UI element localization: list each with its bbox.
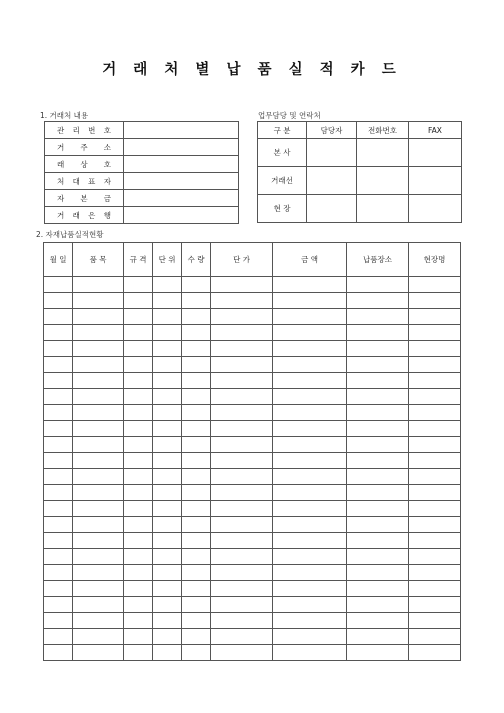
table-cell[interactable] <box>124 533 153 549</box>
contact-header-phone: 전화번호 <box>357 122 409 139</box>
table-cell[interactable] <box>273 645 347 661</box>
table-cell[interactable] <box>347 501 409 517</box>
site-fax-cell[interactable] <box>409 195 462 223</box>
table-cell[interactable] <box>409 309 461 325</box>
table-cell[interactable] <box>73 325 124 341</box>
table-cell[interactable] <box>409 373 461 389</box>
contact-table <box>257 121 462 223</box>
table-cell[interactable] <box>182 517 211 533</box>
table-row <box>44 629 461 645</box>
contact-header-person: 담당자 <box>307 122 357 139</box>
table-cell[interactable] <box>273 565 347 581</box>
table-row <box>44 549 461 565</box>
table-cell[interactable] <box>347 277 409 293</box>
table-cell[interactable] <box>73 565 124 581</box>
bank-field[interactable] <box>124 207 239 224</box>
table-cell[interactable] <box>273 373 347 389</box>
table-cell[interactable] <box>273 293 347 309</box>
table-cell[interactable] <box>124 469 153 485</box>
table-cell[interactable] <box>124 485 153 501</box>
table-cell[interactable] <box>153 645 182 661</box>
label-representative: 처 대 표 자 <box>45 173 124 190</box>
table-cell[interactable] <box>273 629 347 645</box>
table-cell[interactable] <box>409 469 461 485</box>
table-cell[interactable] <box>73 389 124 405</box>
contact-row-partner: 거래선 <box>258 167 307 195</box>
table-cell[interactable] <box>73 533 124 549</box>
table-cell[interactable] <box>182 613 211 629</box>
table-cell[interactable] <box>347 325 409 341</box>
address-field[interactable] <box>124 139 239 156</box>
table-row <box>44 293 461 309</box>
table-cell[interactable] <box>44 309 73 325</box>
table-cell[interactable] <box>347 421 409 437</box>
table-row <box>44 405 461 421</box>
table-cell[interactable] <box>73 309 124 325</box>
table-cell[interactable] <box>211 533 273 549</box>
table-cell[interactable] <box>153 565 182 581</box>
table-cell[interactable] <box>124 405 153 421</box>
table-cell[interactable] <box>409 501 461 517</box>
header-item: 품 목 <box>73 243 124 277</box>
table-cell[interactable] <box>273 613 347 629</box>
table-cell[interactable] <box>347 309 409 325</box>
table-cell[interactable] <box>124 453 153 469</box>
table-cell[interactable] <box>124 421 153 437</box>
contact-header-fax: FAX <box>409 122 462 139</box>
table-cell[interactable] <box>73 341 124 357</box>
table-cell[interactable] <box>44 485 73 501</box>
table-cell[interactable] <box>347 645 409 661</box>
table-cell[interactable] <box>153 533 182 549</box>
table-cell[interactable] <box>347 517 409 533</box>
table-cell[interactable] <box>153 581 182 597</box>
table-cell[interactable] <box>73 549 124 565</box>
table-cell[interactable] <box>409 565 461 581</box>
header-quantity: 수 량 <box>182 243 211 277</box>
table-cell[interactable] <box>182 645 211 661</box>
table-cell[interactable] <box>153 549 182 565</box>
table-cell[interactable] <box>73 629 124 645</box>
table-cell[interactable] <box>409 581 461 597</box>
table-cell[interactable] <box>73 485 124 501</box>
table-cell[interactable] <box>44 277 73 293</box>
table-cell[interactable] <box>124 277 153 293</box>
table-cell[interactable] <box>124 597 153 613</box>
table-cell[interactable] <box>124 549 153 565</box>
table-cell[interactable] <box>182 277 211 293</box>
capital-field[interactable] <box>124 190 239 207</box>
table-cell[interactable] <box>409 389 461 405</box>
table-cell[interactable] <box>347 485 409 501</box>
table-cell[interactable] <box>182 341 211 357</box>
table-cell[interactable] <box>211 293 273 309</box>
table-cell[interactable] <box>44 389 73 405</box>
table-cell[interactable] <box>44 373 73 389</box>
label-company-name: 래 상 호 <box>45 156 124 173</box>
table-row <box>44 597 461 613</box>
representative-field[interactable] <box>124 173 239 190</box>
table-row <box>44 517 461 533</box>
table-cell[interactable] <box>124 517 153 533</box>
table-cell[interactable] <box>273 389 347 405</box>
table-cell[interactable] <box>153 325 182 341</box>
table-cell[interactable] <box>347 453 409 469</box>
table-row <box>44 581 461 597</box>
table-cell[interactable] <box>182 469 211 485</box>
headoffice-person-cell[interactable] <box>307 139 357 167</box>
table-cell[interactable] <box>347 597 409 613</box>
header-unit: 단 위 <box>153 243 182 277</box>
table-cell[interactable] <box>153 293 182 309</box>
table-cell[interactable] <box>44 565 73 581</box>
table-cell[interactable] <box>211 325 273 341</box>
header-unit-price: 단 가 <box>211 243 273 277</box>
table-cell[interactable] <box>44 501 73 517</box>
table-cell[interactable] <box>409 357 461 373</box>
table-cell[interactable] <box>44 549 73 565</box>
table-cell[interactable] <box>211 405 273 421</box>
table-cell[interactable] <box>347 549 409 565</box>
table-cell[interactable] <box>211 341 273 357</box>
table-cell[interactable] <box>73 613 124 629</box>
table-cell[interactable] <box>153 309 182 325</box>
table-cell[interactable] <box>347 293 409 309</box>
table-row <box>44 357 461 373</box>
table-cell[interactable] <box>409 437 461 453</box>
table-cell[interactable] <box>124 629 153 645</box>
table-cell[interactable] <box>273 405 347 421</box>
table-cell[interactable] <box>73 421 124 437</box>
table-cell[interactable] <box>73 453 124 469</box>
table-cell[interactable] <box>211 581 273 597</box>
table-cell[interactable] <box>124 613 153 629</box>
table-cell[interactable] <box>124 565 153 581</box>
partner-info-table <box>44 121 239 224</box>
table-cell[interactable] <box>409 517 461 533</box>
table-cell[interactable] <box>44 325 73 341</box>
label-management-number: 관 리 번 호 <box>45 122 124 139</box>
table-cell[interactable] <box>153 405 182 421</box>
table-cell[interactable] <box>273 597 347 613</box>
table-cell[interactable] <box>409 549 461 565</box>
table-row <box>44 501 461 517</box>
header-delivery-place: 납품장소 <box>347 243 409 277</box>
table-cell[interactable] <box>153 437 182 453</box>
table-cell[interactable] <box>409 597 461 613</box>
table-cell[interactable] <box>124 645 153 661</box>
table-cell[interactable] <box>347 469 409 485</box>
table-cell[interactable] <box>211 437 273 453</box>
table-cell[interactable] <box>44 405 73 421</box>
table-cell[interactable] <box>211 501 273 517</box>
table-cell[interactable] <box>211 485 273 501</box>
table-cell[interactable] <box>124 293 153 309</box>
table-cell[interactable] <box>347 613 409 629</box>
contact-row-headoffice: 본 사 <box>258 139 307 167</box>
table-cell[interactable] <box>73 277 124 293</box>
header-site-name: 현장명 <box>409 243 461 277</box>
table-cell[interactable] <box>273 437 347 453</box>
table-cell[interactable] <box>211 613 273 629</box>
table-cell[interactable] <box>182 453 211 469</box>
table-row <box>44 373 461 389</box>
table-cell[interactable] <box>124 389 153 405</box>
table-cell[interactable] <box>347 341 409 357</box>
table-cell[interactable] <box>273 357 347 373</box>
headoffice-fax-cell[interactable] <box>409 139 462 167</box>
table-row <box>44 645 461 661</box>
contact-row-site: 현 장 <box>258 195 307 223</box>
table-cell[interactable] <box>273 277 347 293</box>
table-cell[interactable] <box>182 533 211 549</box>
table-cell[interactable] <box>409 645 461 661</box>
company-name-field[interactable] <box>124 156 239 173</box>
table-cell[interactable] <box>182 357 211 373</box>
table-cell[interactable] <box>44 597 73 613</box>
table-cell[interactable] <box>409 613 461 629</box>
table-cell[interactable] <box>153 517 182 533</box>
table-cell[interactable] <box>124 437 153 453</box>
table-cell[interactable] <box>211 453 273 469</box>
table-cell[interactable] <box>44 581 73 597</box>
table-cell[interactable] <box>347 357 409 373</box>
table-cell[interactable] <box>347 565 409 581</box>
table-cell[interactable] <box>73 405 124 421</box>
table-cell[interactable] <box>182 325 211 341</box>
table-cell[interactable] <box>409 453 461 469</box>
table-row <box>44 485 461 501</box>
header-amount: 금 액 <box>273 243 347 277</box>
table-cell[interactable] <box>182 501 211 517</box>
table-cell[interactable] <box>153 597 182 613</box>
table-cell[interactable] <box>409 277 461 293</box>
table-cell[interactable] <box>347 629 409 645</box>
table-cell[interactable] <box>44 613 73 629</box>
table-cell[interactable] <box>44 629 73 645</box>
table-cell[interactable] <box>124 341 153 357</box>
table-cell[interactable] <box>211 597 273 613</box>
table-cell[interactable] <box>273 421 347 437</box>
table-cell[interactable] <box>182 629 211 645</box>
table-cell[interactable] <box>44 293 73 309</box>
table-cell[interactable] <box>124 373 153 389</box>
contact-header-category: 구 분 <box>258 122 307 139</box>
table-cell[interactable] <box>211 373 273 389</box>
table-cell[interactable] <box>124 581 153 597</box>
table-cell[interactable] <box>182 485 211 501</box>
table-cell[interactable] <box>409 405 461 421</box>
table-row <box>44 453 461 469</box>
table-cell[interactable] <box>153 613 182 629</box>
table-row <box>44 421 461 437</box>
table-cell[interactable] <box>409 629 461 645</box>
table-cell[interactable] <box>211 309 273 325</box>
table-cell[interactable] <box>182 389 211 405</box>
table-cell[interactable] <box>347 405 409 421</box>
table-cell[interactable] <box>182 581 211 597</box>
table-cell[interactable] <box>124 501 153 517</box>
table-cell[interactable] <box>273 581 347 597</box>
table-cell[interactable] <box>182 293 211 309</box>
table-cell[interactable] <box>73 293 124 309</box>
table-cell[interactable] <box>153 341 182 357</box>
table-cell[interactable] <box>273 485 347 501</box>
section2-heading: 2. 자재납품실적현황 <box>36 230 104 239</box>
table-cell[interactable] <box>73 597 124 613</box>
page-title: 거 래 처 별 납 품 실 적 카 드 <box>102 62 402 78</box>
site-person-cell[interactable] <box>307 195 357 223</box>
table-cell[interactable] <box>211 565 273 581</box>
table-cell[interactable] <box>153 389 182 405</box>
table-cell[interactable] <box>44 533 73 549</box>
table-cell[interactable] <box>273 533 347 549</box>
table-row <box>44 277 461 293</box>
partner-person-cell[interactable] <box>307 167 357 195</box>
table-cell[interactable] <box>153 501 182 517</box>
partner-phone-cell[interactable] <box>357 167 409 195</box>
table-cell[interactable] <box>44 517 73 533</box>
table-cell[interactable] <box>153 453 182 469</box>
label-capital: 자 본 금 <box>45 190 124 207</box>
table-cell[interactable] <box>409 293 461 309</box>
partner-fax-cell[interactable] <box>409 167 462 195</box>
table-cell[interactable] <box>73 581 124 597</box>
table-cell[interactable] <box>124 309 153 325</box>
table-cell[interactable] <box>73 645 124 661</box>
table-row <box>44 565 461 581</box>
table-cell[interactable] <box>44 469 73 485</box>
table-cell[interactable] <box>409 533 461 549</box>
header-spec: 규 격 <box>124 243 153 277</box>
table-cell[interactable] <box>409 325 461 341</box>
table-cell[interactable] <box>347 581 409 597</box>
label-address: 거 주 소 <box>45 139 124 156</box>
table-cell[interactable] <box>153 277 182 293</box>
site-phone-cell[interactable] <box>357 195 409 223</box>
table-cell[interactable] <box>347 437 409 453</box>
table-cell[interactable] <box>273 309 347 325</box>
table-cell[interactable] <box>182 373 211 389</box>
table-cell[interactable] <box>211 517 273 533</box>
table-cell[interactable] <box>153 629 182 645</box>
table-cell[interactable] <box>153 469 182 485</box>
contact-heading: 업무담당 및 연락처 <box>258 111 321 120</box>
table-cell[interactable] <box>273 469 347 485</box>
table-row <box>44 469 461 485</box>
table-cell[interactable] <box>182 597 211 613</box>
table-cell[interactable] <box>73 373 124 389</box>
table-cell[interactable] <box>409 341 461 357</box>
table-cell[interactable] <box>211 549 273 565</box>
table-cell[interactable] <box>347 373 409 389</box>
table-cell[interactable] <box>273 501 347 517</box>
table-cell[interactable] <box>273 549 347 565</box>
table-row <box>44 389 461 405</box>
table-row <box>44 613 461 629</box>
table-cell[interactable] <box>153 357 182 373</box>
table-cell[interactable] <box>211 469 273 485</box>
table-cell[interactable] <box>124 325 153 341</box>
table-cell[interactable] <box>211 629 273 645</box>
table-cell[interactable] <box>124 357 153 373</box>
table-cell[interactable] <box>347 389 409 405</box>
header-date: 월 일 <box>44 243 73 277</box>
table-cell[interactable] <box>211 389 273 405</box>
table-cell[interactable] <box>409 421 461 437</box>
table-cell[interactable] <box>73 501 124 517</box>
table-cell[interactable] <box>153 373 182 389</box>
section1-heading: 1. 거래처 내용 <box>40 111 89 120</box>
table-row <box>44 325 461 341</box>
table-cell[interactable] <box>44 421 73 437</box>
table-cell[interactable] <box>211 421 273 437</box>
table-cell[interactable] <box>44 645 73 661</box>
table-cell[interactable] <box>73 469 124 485</box>
table-cell[interactable] <box>44 437 73 453</box>
table-cell[interactable] <box>273 325 347 341</box>
table-cell[interactable] <box>211 357 273 373</box>
table-cell[interactable] <box>73 437 124 453</box>
table-cell[interactable] <box>44 357 73 373</box>
delivery-record-table <box>43 242 461 661</box>
table-row <box>44 341 461 357</box>
table-cell[interactable] <box>409 485 461 501</box>
management-number-field[interactable] <box>124 122 239 139</box>
table-cell[interactable] <box>182 309 211 325</box>
table-cell[interactable] <box>73 357 124 373</box>
table-row <box>44 533 461 549</box>
table-cell[interactable] <box>273 453 347 469</box>
headoffice-phone-cell[interactable] <box>357 139 409 167</box>
table-cell[interactable] <box>182 421 211 437</box>
table-cell[interactable] <box>347 533 409 549</box>
table-cell[interactable] <box>211 277 273 293</box>
table-cell[interactable] <box>182 405 211 421</box>
table-cell[interactable] <box>44 453 73 469</box>
table-cell[interactable] <box>182 437 211 453</box>
table-cell[interactable] <box>44 341 73 357</box>
table-cell[interactable] <box>153 485 182 501</box>
table-cell[interactable] <box>182 565 211 581</box>
table-row <box>44 309 461 325</box>
table-cell[interactable] <box>273 341 347 357</box>
table-row <box>44 437 461 453</box>
table-cell[interactable] <box>182 549 211 565</box>
table-cell[interactable] <box>153 421 182 437</box>
table-cell[interactable] <box>73 517 124 533</box>
label-bank: 거 래 은 행 <box>45 207 124 224</box>
table-cell[interactable] <box>273 517 347 533</box>
table-cell[interactable] <box>211 645 273 661</box>
